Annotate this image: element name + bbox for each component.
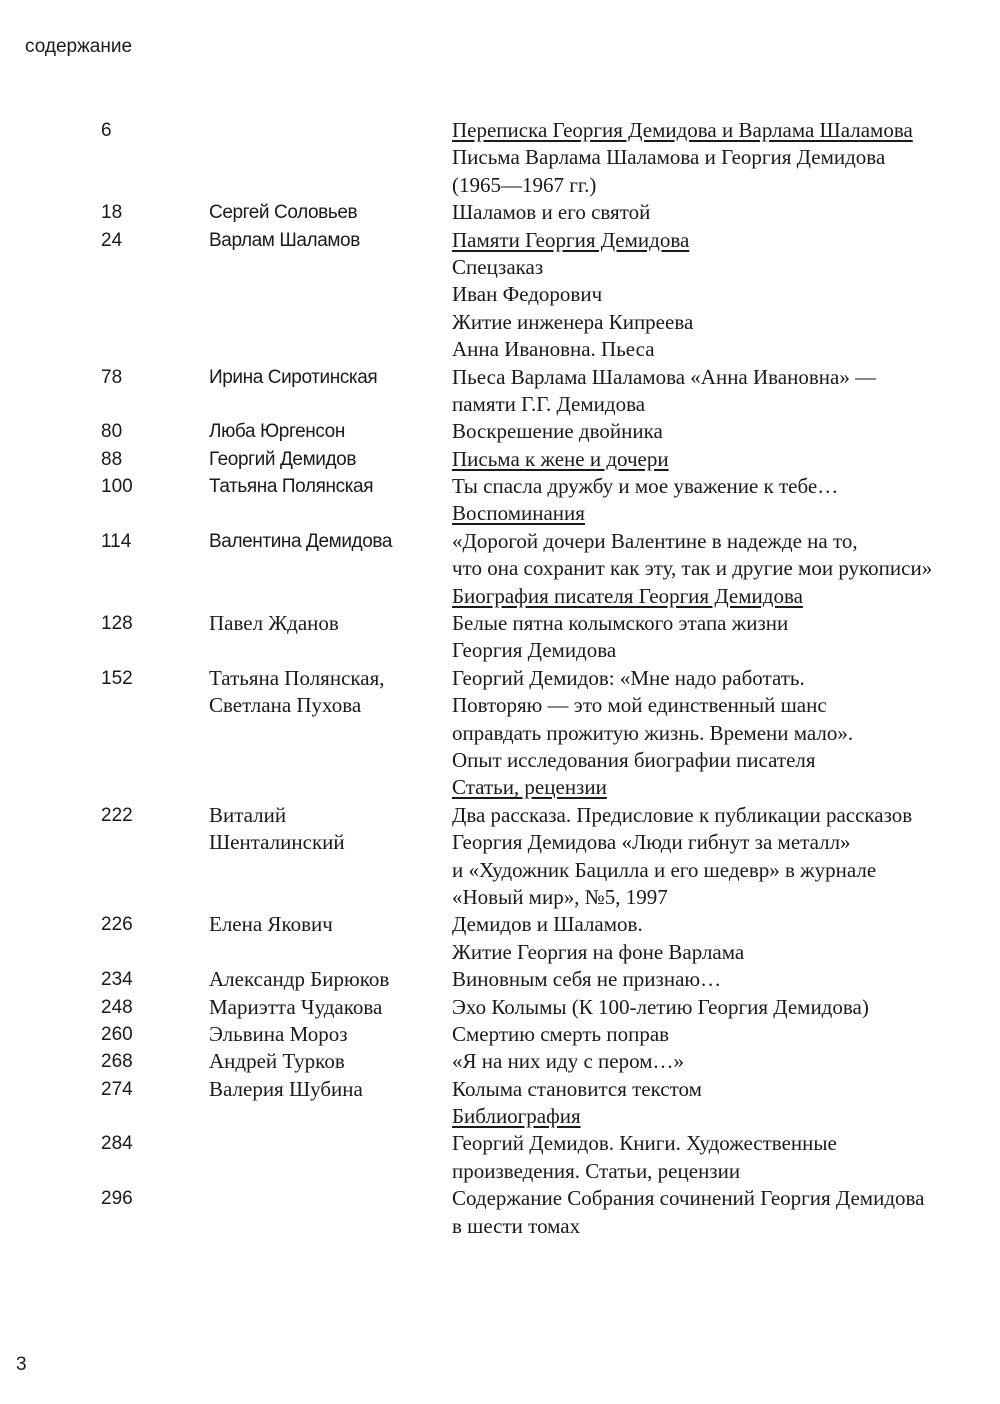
toc-section-heading (452, 774, 1000, 801)
toc-title-line (452, 418, 1000, 445)
toc-entry (0, 665, 1000, 802)
toc-title-line (452, 144, 1000, 171)
toc-section-heading (452, 583, 1000, 610)
toc-title-line (452, 747, 1000, 774)
toc-line-text: (1965—1967 гг.) (452, 172, 597, 197)
toc-line-text: Иван Федорович (452, 282, 603, 307)
toc-page-number: 114 (101, 530, 132, 552)
toc-title-line (452, 364, 1000, 391)
toc-title-line (452, 1130, 1000, 1157)
toc-line-text: Два рассказа. Предисловие к публикации рассказов (452, 802, 913, 827)
toc-author (209, 227, 360, 254)
toc-page-number: 78 (101, 366, 123, 388)
toc-title-line (452, 692, 1000, 719)
toc-title-line (452, 1213, 1000, 1240)
toc-section-heading (452, 1103, 1000, 1130)
toc-line-text: Георгия Демидова (452, 638, 617, 663)
toc-line-text: и «Художник Бацилла и его шедевр» в журнале (452, 857, 877, 882)
toc-title (452, 199, 1000, 226)
toc-author-line: Андрей Турков (209, 1049, 345, 1074)
toc-entry (0, 1048, 1000, 1075)
toc-title (452, 610, 1000, 665)
page-header-title: содержание (25, 36, 133, 57)
toc-page-number: 88 (101, 448, 123, 470)
toc-line-text: Белые пятна колымского этапа жизни (452, 611, 789, 636)
toc-entry (0, 1130, 1000, 1185)
toc-author-line: Люба Юргенсон (209, 421, 345, 443)
toc-title-line (452, 555, 1000, 582)
toc-line-text: Колыма становится текстом (452, 1076, 702, 1101)
toc-title (452, 446, 1000, 473)
toc-author-line: Валерия Шубина (209, 1076, 363, 1101)
toc-author-line: Елена Якович (209, 912, 333, 937)
toc-title-line (452, 665, 1000, 692)
toc-line-text: Спецзаказ (452, 254, 544, 279)
toc-line-text: Опыт исследования биографии писателя (452, 747, 816, 772)
toc-author-line: Татьяна Полянская, (209, 665, 385, 690)
toc-line-text: Памяти Георгия Демидова (452, 227, 690, 252)
toc-author-line: Варлам Шаламов (209, 229, 360, 251)
toc-author (209, 1021, 348, 1048)
toc-line-text: в шести томах (452, 1213, 581, 1238)
toc-title-line (452, 1048, 1000, 1075)
toc-page-number: 222 (101, 804, 133, 826)
toc-author (209, 1076, 363, 1103)
toc-author-line: Эльвина Мороз (209, 1021, 348, 1046)
toc-line-text: Повторяю — это мой единственный шанс (452, 693, 827, 718)
toc-title (452, 665, 1000, 802)
toc-line-text: «Я на них иду с пером…» (452, 1049, 684, 1074)
toc-title-line (452, 994, 1000, 1021)
toc-page-number: 268 (101, 1051, 133, 1073)
toc-page-number: 6 (101, 120, 112, 141)
toc-entry (0, 802, 1000, 912)
toc-entry (0, 1185, 1000, 1240)
toc-author-line: Сергей Соловьев (209, 202, 358, 224)
toc-author-line: Виталий (209, 802, 287, 827)
toc-page-number: 100 (101, 476, 133, 498)
toc-page-number: 274 (101, 1078, 133, 1100)
toc-line-text: Ты спасла дружбу и мое уважение к тебе… (452, 474, 839, 499)
toc-line-text: «Новый мир», №5, 1997 (452, 884, 668, 909)
toc-page-number: 226 (101, 914, 133, 936)
toc-author-line: Татьяна Полянская (209, 476, 374, 498)
toc-line-text: Содержание Собрания сочинений Георгия Демидова (452, 1186, 925, 1211)
toc-title-line (452, 1076, 1000, 1103)
toc-page-number: 80 (101, 421, 123, 443)
toc-line-text: произведения. Статьи, рецензии (452, 1158, 741, 1183)
page-number: 3 (16, 1354, 27, 1375)
toc-page-number: 24 (101, 229, 123, 251)
toc-page-number: 234 (101, 969, 133, 991)
toc-line-text: Письма к жене и дочери (452, 446, 669, 471)
toc-line-text: Шаламов и его святой (452, 200, 651, 225)
toc-line-text: Георгия Демидова «Люди гибнут за металл» (452, 830, 851, 855)
toc-author-line: Ирина Сиротинская (209, 366, 378, 388)
toc-section-heading (452, 500, 1000, 527)
toc-title (452, 1185, 1000, 1240)
toc-title-line (452, 857, 1000, 884)
toc-title-line (452, 720, 1000, 747)
toc-line-text: памяти Г.Г. Демидова (452, 391, 646, 416)
toc-author-line: Мариэтта Чудакова (209, 994, 383, 1019)
toc-entry (0, 994, 1000, 1021)
toc-page-number: 128 (101, 613, 133, 635)
toc-page-number: 152 (101, 667, 133, 689)
toc-line-text: оправдать прожитую жизнь. Времени мало». (452, 720, 854, 745)
toc-author (209, 802, 345, 857)
toc-entry (0, 117, 1000, 199)
toc-author (209, 994, 382, 1021)
toc-line-text: Житие Георгия на фоне Варлама (452, 939, 745, 964)
toc-title (452, 1048, 1000, 1075)
toc-line-text: Воскрешение двойника (452, 419, 663, 444)
toc-title-line (452, 1185, 1000, 1212)
toc-entry (0, 227, 1000, 364)
toc-title-line (452, 829, 1000, 856)
toc-title-line (452, 966, 1000, 993)
toc-line-text: «Дорогой дочери Валентине в надежде на то, (452, 528, 858, 553)
toc-title-line (452, 802, 1000, 829)
toc-author-line: Павел Жданов (209, 611, 339, 636)
toc-line-text: Биография писателя Георгия Демидова (452, 583, 803, 608)
toc-entry (0, 446, 1000, 473)
toc-page-number: 260 (101, 1023, 133, 1045)
toc-line-text: Статьи, рецензии (452, 775, 607, 800)
toc-entry (0, 1076, 1000, 1131)
toc-title-line (452, 528, 1000, 555)
toc-title (452, 1130, 1000, 1185)
toc-title-line (452, 473, 1000, 500)
toc-title (452, 911, 1000, 966)
toc-title-line (452, 1021, 1000, 1048)
table-of-contents (0, 117, 1000, 1240)
toc-title-line (452, 281, 1000, 308)
toc-entry (0, 911, 1000, 966)
toc-line-text: Библиография (452, 1104, 581, 1129)
toc-author (209, 966, 389, 993)
toc-entry (0, 364, 1000, 419)
toc-entry (0, 199, 1000, 226)
toc-title (452, 994, 1000, 1021)
toc-line-text: Письма Варлама Шаламова и Георгия Демидова (452, 145, 886, 170)
toc-title-line (452, 884, 1000, 911)
toc-entry (0, 528, 1000, 610)
toc-title (452, 802, 1000, 912)
toc-title-line (452, 336, 1000, 363)
toc-title-line (452, 939, 1000, 966)
toc-title-line (452, 911, 1000, 938)
toc-entry (0, 966, 1000, 993)
toc-line-text: Смертию смерть поправ (452, 1021, 670, 1046)
toc-entry (0, 610, 1000, 665)
toc-author (209, 665, 385, 720)
toc-line-text: что она сохранит как эту, так и другие мои рукописи» (452, 556, 933, 581)
toc-page-number: 18 (101, 202, 123, 224)
toc-page-number: 248 (101, 996, 133, 1018)
toc-author (209, 911, 333, 938)
toc-title (452, 528, 1000, 610)
toc-title (452, 227, 1000, 364)
toc-entry (0, 1021, 1000, 1048)
toc-line-text: Переписка Георгия Демидова и Варлама Шаламова (452, 118, 913, 142)
toc-title-line (452, 199, 1000, 226)
toc-line-text: Эхо Колымы (К 100-летию Георгия Демидова) (452, 994, 869, 1019)
toc-line-text: Житие инженера Кипреева (452, 309, 694, 334)
toc-author-line: Валентина Демидова (209, 530, 393, 552)
toc-section-heading (452, 227, 1000, 254)
toc-title (452, 117, 1000, 199)
toc-line-text: Анна Ивановна. Пьеса (452, 337, 655, 362)
toc-line-text: Георгий Демидов. Книги. Художественные (452, 1131, 837, 1156)
toc-title (452, 364, 1000, 419)
toc-author (209, 528, 392, 555)
toc-line-text: Виновным себя не признаю… (452, 967, 722, 992)
toc-author (209, 418, 345, 445)
toc-author-line: Светлана Пухова (209, 693, 362, 718)
toc-section-heading (452, 446, 1000, 473)
toc-title (452, 473, 1000, 528)
toc-author (209, 610, 339, 637)
toc-title-line (452, 391, 1000, 418)
toc-author (209, 1048, 345, 1075)
toc-page-number: 296 (101, 1188, 133, 1210)
toc-author-line: Георгий Демидов (209, 448, 357, 470)
toc-title (452, 966, 1000, 993)
toc-title (452, 1076, 1000, 1131)
toc-title-line (452, 637, 1000, 664)
toc-title-line (452, 610, 1000, 637)
toc-author (209, 473, 373, 500)
toc-page-number: 284 (101, 1133, 133, 1155)
toc-title (452, 1021, 1000, 1048)
toc-title-line (452, 1158, 1000, 1185)
toc-line-text: Воспоминания (452, 501, 585, 526)
toc-author (209, 199, 357, 226)
toc-line-text: Пьеса Варлама Шаламова «Анна Ивановна» — (452, 364, 877, 389)
toc-author-line: Шенталинский (209, 830, 345, 855)
toc-entry (0, 473, 1000, 528)
toc-section-heading (452, 117, 1000, 144)
toc-author (209, 364, 377, 391)
toc-title-line (452, 254, 1000, 281)
toc-title (452, 418, 1000, 445)
toc-title-line (452, 172, 1000, 199)
toc-line-text: Георгий Демидов: «Мне надо работать. (452, 665, 805, 690)
toc-title-line (452, 309, 1000, 336)
toc-line-text: Демидов и Шаламов. (452, 912, 643, 937)
toc-entry (0, 418, 1000, 445)
toc-author-line: Александр Бирюков (209, 967, 390, 992)
toc-author (209, 446, 356, 473)
